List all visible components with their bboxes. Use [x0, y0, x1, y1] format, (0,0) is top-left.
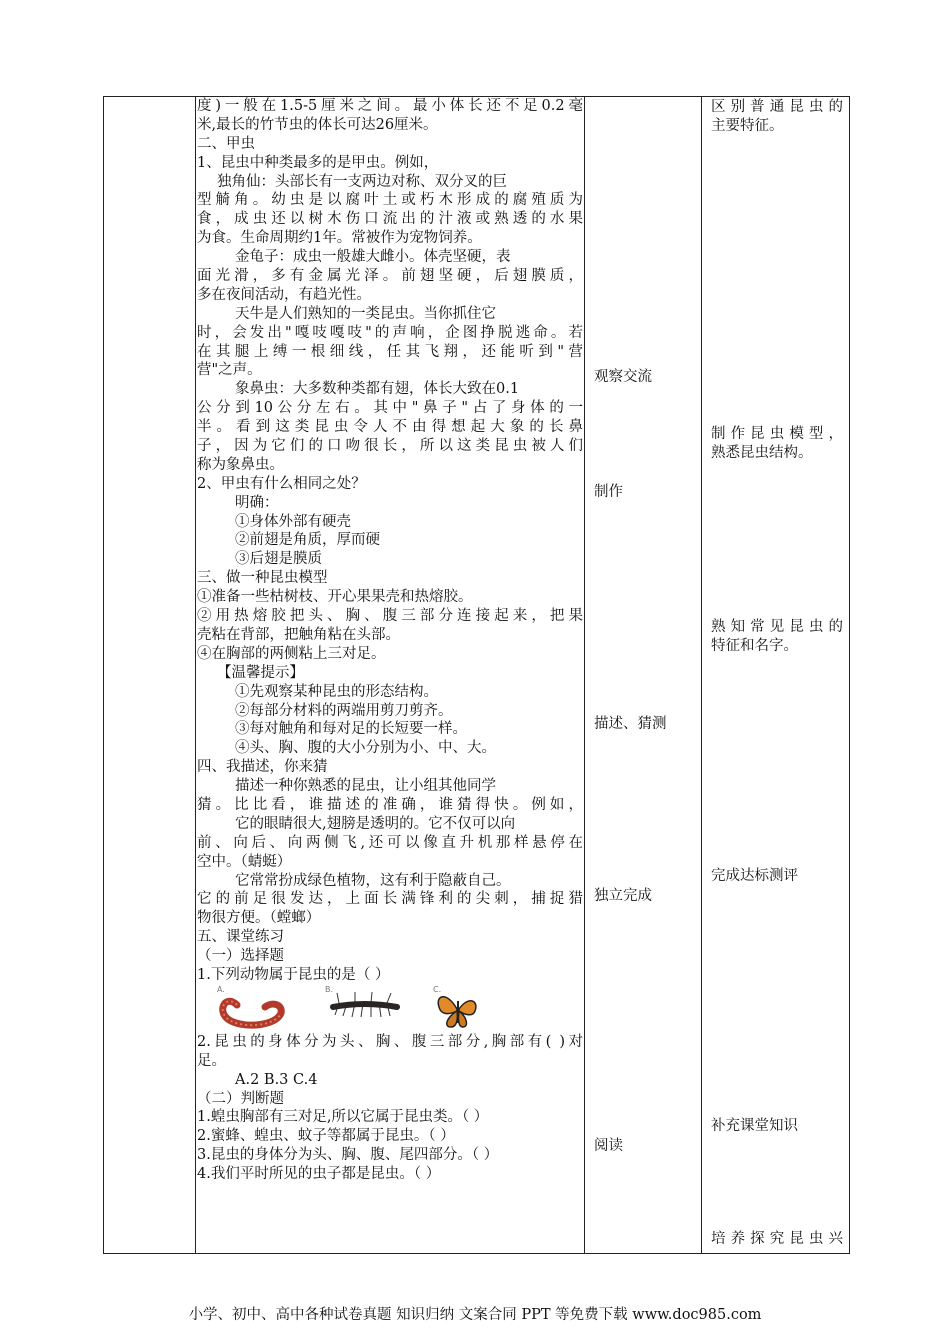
- goal-features: [711, 618, 843, 656]
- text-line: 物很方便。（螳螂）: [197, 910, 321, 927]
- text-line: 空中。（蜻蜓）: [197, 853, 292, 870]
- goal-line: 补充课堂知识: [711, 1118, 798, 1134]
- text-line: 独角仙：头部长有一支两边对称、双分叉的巨: [217, 173, 507, 190]
- text-line: ③后翅是膜质: [235, 551, 322, 568]
- text-line: 米,最长的竹节虫的体长可达26厘米。: [197, 116, 438, 133]
- text-line: 它的前足很发达，上面长满锋利的尖刺，捕捉猎: [197, 891, 583, 908]
- text-line: ②每部分材料的两端用剪刀剪齐。: [235, 702, 453, 719]
- text-line: 称为象鼻虫。: [197, 456, 284, 473]
- activity-read: 阅读: [594, 1138, 623, 1154]
- text-line: （一）选择题: [197, 948, 284, 965]
- text-line: ④在胸部的两侧粘上三对足。: [197, 645, 386, 662]
- activity-observe: 观察交流: [594, 369, 652, 385]
- goal-line: 制作昆虫模型，: [711, 426, 843, 442]
- text-line: 壳粘在背部，把触角粘在头部。: [197, 626, 400, 643]
- goal-interest: [711, 1230, 843, 1249]
- page-footer: 小学、初中、高中各种试卷真题 知识归纳 文案合同 PPT 等免费下载 www.doc985.com: [188, 1307, 762, 1323]
- goal-assessment: [711, 867, 843, 886]
- goal-line: 特征和名字。: [711, 638, 798, 654]
- text-line: 度)一般在1.5-5厘米之间。最小体长还不足0.2毫: [197, 98, 583, 114]
- column-divider: [584, 97, 585, 1253]
- activity-make: 制作: [594, 484, 623, 500]
- text-line: 它常常扮成绿色植物，这有利于隐蔽自己。: [235, 872, 511, 889]
- centipede-icon: [325, 984, 405, 1029]
- text-line: 明确：: [235, 494, 279, 511]
- millipede-icon: [217, 984, 287, 1029]
- text-line: 型觭角。幼虫是以腐叶土或朽木形成的腐殖质为: [197, 192, 583, 209]
- text-line: 三、做一种昆虫模型: [197, 570, 328, 587]
- image-label-a: A.: [217, 984, 225, 994]
- text-line: 营"之声。: [197, 362, 262, 379]
- text-line: 2、甲虫有什么相同之处？: [197, 475, 366, 492]
- text-line: 1.蝗虫胸部有三对足,所以它属于昆虫类。（ ）: [197, 1109, 489, 1126]
- text-line: ③每对触角和每对足的长短要一样。: [235, 721, 467, 738]
- lesson-table: [103, 96, 850, 1254]
- activity-describe: 描述、猜测: [594, 716, 667, 732]
- goal-distinguish: [711, 98, 843, 136]
- centipede-image: [217, 984, 287, 1033]
- text-line: 3.昆虫的身体分为头、胸、腹、尾四部分。（ ）: [197, 1147, 499, 1164]
- goal-line: 培养探究昆虫兴: [711, 1231, 843, 1247]
- column-divider: [701, 97, 702, 1253]
- goal-line: 区别普通昆虫的: [711, 99, 843, 115]
- millipede-image: [325, 984, 405, 1033]
- goal-line: 熟知常见昆虫的: [711, 619, 843, 635]
- text-line: 足。: [197, 1052, 226, 1069]
- text-line: 为食。生命周期约1年。常被作为宠物饲养。: [197, 230, 482, 247]
- text-line: 二、甲虫: [197, 135, 255, 152]
- teaching-content-column: [197, 97, 583, 1184]
- text-line: 五、课堂练习: [197, 929, 284, 946]
- text-line: 1.下列动物属于昆虫的是（ ）: [197, 966, 390, 983]
- goal-line: 完成达标测评: [711, 868, 798, 884]
- text-line: 象鼻虫：大多数种类都有翅，体长大致在0.1: [235, 381, 520, 398]
- text-line: ①先观察某种昆虫的形态结构。: [235, 683, 438, 700]
- text-line: 猜。比比看，谁描述的准确，谁猜得快。例如，: [197, 796, 583, 813]
- text-line: 前、向后、向两侧飞,还可以像直升机那样悬停在: [197, 834, 583, 851]
- goal-line: 主要特征。: [711, 118, 784, 134]
- text-line: ②前翅是角质，厚而硬: [235, 532, 380, 549]
- content-text-continued: [197, 1033, 583, 1184]
- text-line: 天牛是人们熟知的一类昆虫。当你抓住它: [235, 305, 496, 322]
- text-line: ④头、胸、腹的大小分别为小、中、大。: [235, 740, 496, 757]
- text-line: 2.昆虫的身体分为头、胸、腹三部分,胸部有( )对: [197, 1033, 583, 1050]
- text-line: 描述一种你熟悉的昆虫，让小组其他同学: [235, 778, 496, 795]
- goal-line: 熟悉昆虫结构。: [711, 445, 813, 461]
- text-line: 四、我描述，你来猜: [197, 759, 328, 776]
- text-line: A.2 B.3 C.4: [235, 1071, 318, 1088]
- text-line: ①身体外部有硬壳: [235, 513, 351, 530]
- text-line: （二）判断题: [197, 1090, 284, 1107]
- text-line: 食，成虫还以树木伤口流出的汁液或熟透的水果: [197, 211, 583, 228]
- question-images: [197, 985, 583, 1033]
- text-line: 公分到10公分左右。其中"鼻子"占了身体的一: [197, 400, 583, 417]
- goal-model: [711, 425, 843, 463]
- text-line: 时，会发出"嘎吱嘎吱"的声响，企图挣脱逃命。若: [197, 324, 583, 341]
- image-label-c: C.: [433, 984, 442, 994]
- text-line: 2.蜜蜂、蝗虫、蚊子等都属于昆虫。（ ）: [197, 1128, 455, 1145]
- text-line: 半。看到这类昆虫令人不由得想起大象的长鼻: [197, 419, 583, 436]
- goal-supplement: [711, 1117, 843, 1136]
- text-line: 4.我们平时所见的虫子都是昆虫。（ ）: [197, 1166, 441, 1183]
- text-line: 【温馨提示】: [217, 664, 304, 681]
- text-line: ①准备一些枯树枝、开心果果壳和热熔胶。: [197, 589, 473, 606]
- text-line: ②用热熔胶把头、胸、腹三部分连接起来，把果: [197, 608, 583, 625]
- text-line: 多在夜间活动，有趋光性。: [197, 286, 371, 303]
- text-line: 面光滑，多有金属光泽。前翅坚硬，后翅膜质，: [197, 268, 583, 285]
- text-line: 金龟子：成虫一般雄大雌小。体壳坚硬，表: [235, 249, 511, 266]
- text-line: 它的眼睛很大,翅膀是透明的。它不仅可以向: [235, 815, 516, 832]
- butterfly-image: [433, 984, 483, 1035]
- activity-independent: 独立完成: [594, 888, 652, 904]
- text-line: 子，因为它们的口吻很长，所以这类昆虫被人们: [197, 438, 583, 455]
- column-divider: [195, 97, 196, 1253]
- text-line: 在其腿上缚一根细线，任其飞翔，还能听到"营: [197, 343, 583, 360]
- text-line: 1、昆虫中种类最多的是甲虫。例如，: [197, 154, 439, 171]
- image-label-b: B.: [325, 984, 334, 994]
- content-text: [197, 97, 583, 985]
